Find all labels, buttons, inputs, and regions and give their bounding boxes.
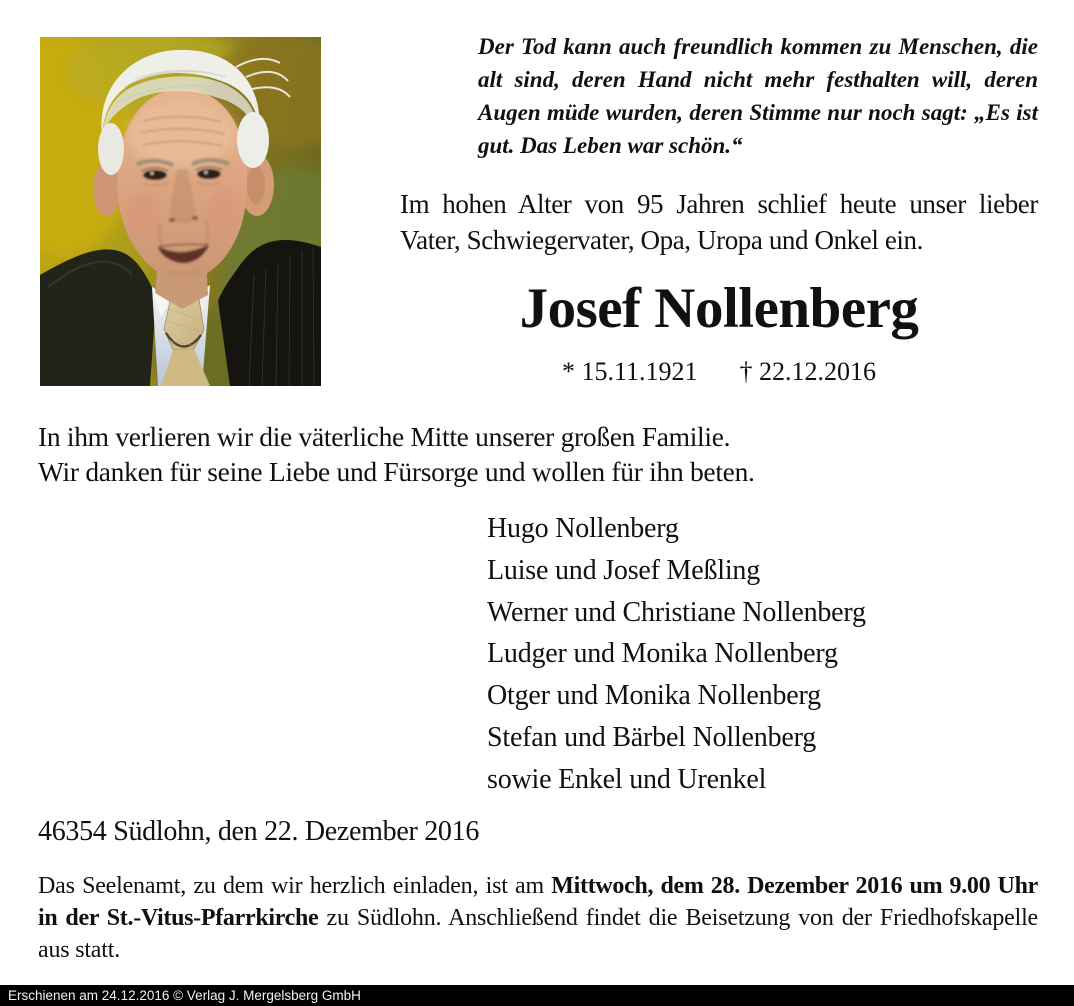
- portrait-photo: [40, 37, 321, 386]
- birth-date: * 15.11.1921: [561, 357, 698, 386]
- service-text: Das Seelenamt, zu dem wir herzlich einladen, ist am: [38, 873, 552, 899]
- mourner-name: Luise und Josef Meßling: [487, 554, 761, 586]
- deceased-name: Josef Nollenberg: [519, 277, 919, 340]
- tribute-text: [38, 419, 938, 489]
- mourner-name: sowie Enkel und Urenkel: [487, 763, 767, 795]
- service-announcement: [38, 870, 1038, 966]
- tribute-line: In ihm verlieren wir die väterliche Mitte unserer großen Familie.: [38, 421, 731, 452]
- portrait-illustration: [40, 37, 321, 386]
- mourners-list: [487, 508, 866, 801]
- mourner-name: Stefan und Bärbel Nollenberg: [487, 721, 817, 753]
- death-date: † 22.12.2016: [739, 357, 877, 386]
- epigraph-quote: Der Tod kann auch freundlich kommen zu Menschen, die alt sind, deren Hand nicht mehr festhalten will, deren Augen müde wurden, deren Stimme nur noch sagt: „Es ist gut. Das Leben war schön.“: [478, 34, 1038, 158]
- publisher-bar: [0, 985, 1074, 1006]
- mourner-name: Ludger und Monika Nollenberg: [487, 638, 838, 670]
- mourner-name: Werner und Christiane Nollenberg: [487, 596, 866, 628]
- mourner-name: Otger und Monika Nollenberg: [487, 680, 821, 712]
- intro-text: Im hohen Alter von 95 Jahren schlief heute unser lieber Vater, Schwiegervater, Opa, Uropa und Onkel ein.: [400, 189, 1038, 255]
- life-dates: [400, 357, 1038, 387]
- place-and-date: 46354 Südlohn, den 22. Dezember 2016: [38, 816, 480, 847]
- service-text: zu Südlohn. Anschließend findet die Beisetzung von der Friedhofskapelle aus statt.: [38, 905, 1039, 963]
- service-bold-text: Mittwoch, dem 28. Dezember 2016 um 9.00 Uhr in der St.-Vitus-Pfarrkirche: [38, 873, 1038, 931]
- mourner-name: Hugo Nollenberg: [487, 513, 679, 544]
- tribute-line: Wir danken für seine Liebe und Fürsorge und wollen für ihn beten.: [38, 456, 755, 487]
- publisher-note: Erschienen am 24.12.2016 © Verlag J. Mergelsberg GmbH: [8, 988, 361, 1003]
